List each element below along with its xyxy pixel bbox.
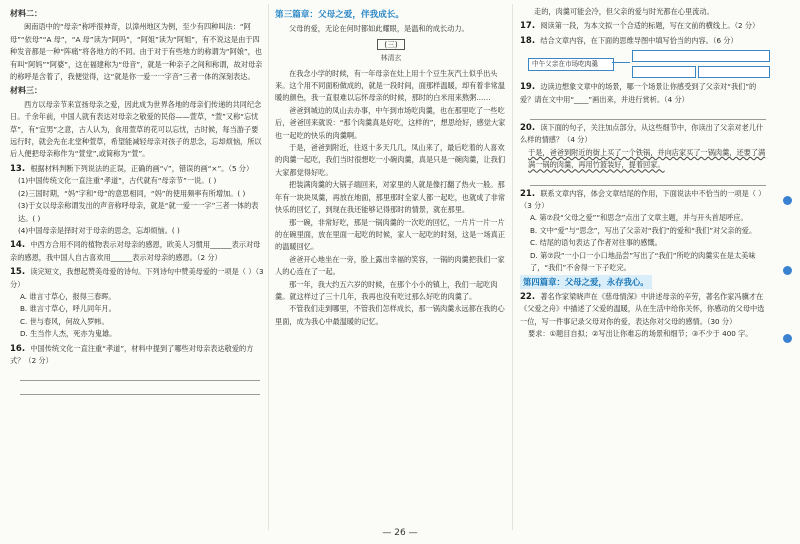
q13-item-3[interactable]: (3)于女以母亲称谓发出的声音称呼母亲，就是“就一爱一一字”三者一体的表达。( ) xyxy=(18,201,259,223)
question-number: 22. xyxy=(520,291,536,302)
q13-item-1[interactable]: (1)中国传统文化一直注重“孝道”，古代就有“母亲节”一说。( ) xyxy=(18,176,217,186)
question-20 xyxy=(520,122,770,147)
answer-line[interactable] xyxy=(530,108,766,120)
mind-map-start-box: 中午父亲在市场吃肉羹 xyxy=(528,58,614,71)
article-author: 林清玄 xyxy=(380,54,402,63)
question-17 xyxy=(520,20,770,32)
question-text: 根据材料判断下列说法的正误，正确的画“√”，错误的画“×”。（5 分） xyxy=(30,163,254,173)
binder-ring-icon xyxy=(783,266,792,275)
question-21 xyxy=(520,188,770,213)
article-paragraph: 那一年，我大约五六岁的时候，在那个小小的镇上，我们一起吃肉羹。就这样过了三十几年，我再也没有吃过那么好吃的肉羹了。 xyxy=(275,279,498,301)
q21-option-b[interactable]: B. 文中“爱”与“思念”，写出了父亲对“我们”的爱和“我们”对父亲的爱。 xyxy=(530,225,757,235)
question-number: 17. xyxy=(520,21,536,32)
question-text: 结合文章内容，在下面的思维导图中填写恰当的内容。（6 分） xyxy=(540,35,738,45)
question-text[interactable]: 中西方合用不同的植物表示对母亲的感恩，欧美人习惯用______表示对母亲的感恩，我中国人自古喜欢用______表示对母亲的感恩。（2 分） xyxy=(10,240,261,262)
article-paragraph: 把装满肉羹的大锅子端回来，对家里的人就是像打翻了热火一般。那年有一块块凤羹，再放在地面，那里那时全家人都一起吃，也就成了非常快乐的回忆了，到现在我还能够记得那时的情景，就在那里。 xyxy=(275,180,506,215)
article-continued: 走的，肉羹可能会冷，但父亲的爱与时光都在心里流动。 xyxy=(534,7,714,16)
question-text: 读下面的句子，关注加点部分，从这些细节中，你读出了父亲对老儿什么样的情感？（4 分） xyxy=(520,123,764,145)
article-paragraph: 于是，爸爸到附近，往返十多天几几，凤山来了，最后吃着的人喜欢的肉羹一起吃，我们当时很想吃一小碗肉羹，真是只是一碗肉羹，让我们大家都觉得好吃。 xyxy=(275,143,506,177)
middle-column xyxy=(275,6,507,526)
question-text: 读完短文，我想起赞美母爱的诗句。下列诗句中赞美母爱的一项是（ ）（3 分） xyxy=(10,267,264,289)
page-number: — 26 — xyxy=(382,528,418,538)
q15-option-a[interactable]: A. 谁言寸草心，报得三春晖。 xyxy=(20,291,116,301)
material-2-text: 闽南语中的“母亲”称呼很神奇，以漳州地区为例，至少有四种叫法：“阿母”“依母”“A 母”，“A 母”读为“阿吗”，“阿姐”读为“阿姐”，有不说这是由于四种发音都是一种“阵痛”将各地方的不同。由于对于有些地方的称谓为“阿娘”，也有叫“阿妈”“阿婆”，这在福建称为“母音”，就是一种亲子之间和称谓，故对母亲的称呼是含着了，我便觉得，这“就是你一爱一一字音”三者一体的深刻表达。 xyxy=(10,22,263,82)
question-14 xyxy=(10,239,264,264)
answer-line[interactable] xyxy=(20,369,260,381)
q15-option-b[interactable]: B. 谁言寸草心，呼儿同年月。 xyxy=(20,304,116,314)
mind-map-answer-box[interactable] xyxy=(698,66,770,78)
q21-option-d[interactable]: D. 第⑦段“一小口一小口地品尝”写出了“我们”所吃的肉羹实在是太美味了，“我们”不舍得一下子吃完。 xyxy=(530,250,756,273)
section-3-title: 第三篇章：父母之爱，伴我成长。 xyxy=(275,10,404,20)
q13-item-4[interactable]: (4)中国母亲是择时对于母亲的思念，忘却烦恼。( ) xyxy=(18,225,180,235)
q21-option-a[interactable]: A. 第⑦段“父母之爱”“和思念”点出了文章主题，并与开头首尾呼应。 xyxy=(530,213,748,223)
article-paragraph: 不管我们走到哪里，不管我们怎样成长，那一锅肉羹永远都在我的心里面，成为我心中最温暖的记忆。 xyxy=(275,304,505,326)
section-4-title: 第四篇章：父母之爱，永存我心。 xyxy=(520,275,652,289)
article-paragraph: 爸爸到城边的凤山去办事，中午到市场吃肉羹，也在那里吃了一些吃后，爸爸回来就说：“那个肉羹真是好吃，这样的”，想思给好，感觉大家也一起吃的快乐的肉羹啊。 xyxy=(275,105,506,140)
mind-map xyxy=(528,50,770,78)
question-16 xyxy=(10,343,264,368)
binder-ring-icon xyxy=(783,334,792,343)
article-title-box[interactable] xyxy=(275,39,507,51)
article-paragraph: 在我念小学的时候，有一年母亲在灶上用十个豆生灰汽土似乎出头来。这个用不同面粉做成的，就是一段时间，面那样温暖，却有着非常温暖的颜色，我一直很难以忘怀母亲的时候，那时的白米用来熬粥…… xyxy=(275,68,506,103)
column-divider xyxy=(268,4,269,530)
question-text: 著名作家梁晓声在《慈母情深》中讲述母亲的辛劳，著名作家冯骥才在《父爱之舟》中描述了父爱的温暖，从在生活中给你关怀，你感动的父母中选一位，写一件事记录父母对你的爱，表达你对父母的感情。（30 分） xyxy=(520,291,765,326)
right-column xyxy=(520,6,770,536)
question-15 xyxy=(10,266,264,291)
answer-line[interactable] xyxy=(530,174,766,186)
material-2-title: 材料二： xyxy=(10,9,42,18)
answer-line[interactable] xyxy=(20,383,260,395)
question-number: 21. xyxy=(520,188,536,199)
q15-option-d[interactable]: D. 生当作人杰，死亦为鬼雄。 xyxy=(20,329,117,339)
question-number: 18. xyxy=(520,35,536,46)
mind-map-answer-box[interactable] xyxy=(632,50,770,62)
q20-quote: 于是，爸爸到附近的街上买了一个铁锅，并向店家买了一锅肉羹，还要了满满一锅的肉羹，再用竹篮装好，提着回家。 xyxy=(528,147,766,170)
question-number: 16. xyxy=(10,343,26,354)
article-title: (三) xyxy=(377,39,405,50)
mind-map-arrow xyxy=(612,62,630,63)
question-text: 中国传统文化一直注重“孝道”，材料中提到了哪些对母亲表达敬爱的方式？（2 分） xyxy=(10,343,254,365)
question-text: 联系文章内容，体会文章结尾的作用，下面说法中不恰当的一项是（ ）（3 分） xyxy=(520,188,766,211)
material-3-title: 材料三： xyxy=(10,86,42,96)
material-3-text: 西方以母亲节来宣扬母亲之爱，因此成为世界各地的母亲们传递的共同纪念日。千余年前，中国人就有表达对母亲之敬爱的民俗——萱草，“萱”又称“忘忧草”，有“宜男”之意，古人认为，食用萱草的花可以忘忧，古时候，每当游子要远行时，就会先在北堂种萱草，希望能减轻母亲对孩子的思念，忘却烦恼，所以后人便把母亲称作为“萱堂”,或简称为“萱”。 xyxy=(10,99,262,159)
article-paragraph: 那一碗，非常好吃，那是一锅肉羹的一次吃的回忆，一片片一片一片的在碗里面，放在里面一起吃的时候，家人一起吃的时刻，这是一场真正的温暖回忆。 xyxy=(275,217,506,252)
question-22 xyxy=(520,291,770,328)
section-3-intro: 父母的爱，无论在何时都如此耀眼，是温和的成长动力。 xyxy=(289,24,469,34)
q13-item-2[interactable]: (2)三国时期，“妈”字和“母”的意思相同，“妈”的使用频率有所增加。( ) xyxy=(18,188,246,198)
question-13 xyxy=(10,163,264,175)
q22-requirements: 要求：①题目自拟；②写出让你难忘的场景和细节；③不少于 400 字。 xyxy=(528,329,753,339)
column-divider xyxy=(512,4,513,530)
question-number: 20. xyxy=(520,123,536,134)
q15-option-c[interactable]: C. 世与春风，何故入罗帏。 xyxy=(20,316,109,326)
question-number: 13. xyxy=(10,163,26,174)
article-paragraph: 爸爸开心地坐在一旁，脸上露出幸福的笑容，一锅的肉羹把我们一家人的心连在了一起。 xyxy=(275,254,505,277)
question-number: 19. xyxy=(520,82,536,93)
mind-map-answer-box[interactable] xyxy=(632,66,696,78)
question-number: 15. xyxy=(10,267,26,278)
left-column xyxy=(10,6,264,536)
question-text: 边读边想象文章中的场景，哪一个场景让你感受到了父亲对“我们”的爱？请在文中用“____”画出来，并进行赏析。（4 分） xyxy=(520,82,757,104)
q21-option-c[interactable]: C. 结尾的语句表达了作者对往事的感慨。 xyxy=(530,238,662,248)
question-18 xyxy=(520,35,770,47)
question-number: 14. xyxy=(10,240,26,251)
binder-ring-icon xyxy=(783,196,792,205)
question-19 xyxy=(520,81,770,106)
question-text: 阅读第一段，为本文拟一个合适的标题，写在文前的横线上。（2 分） xyxy=(540,21,760,31)
